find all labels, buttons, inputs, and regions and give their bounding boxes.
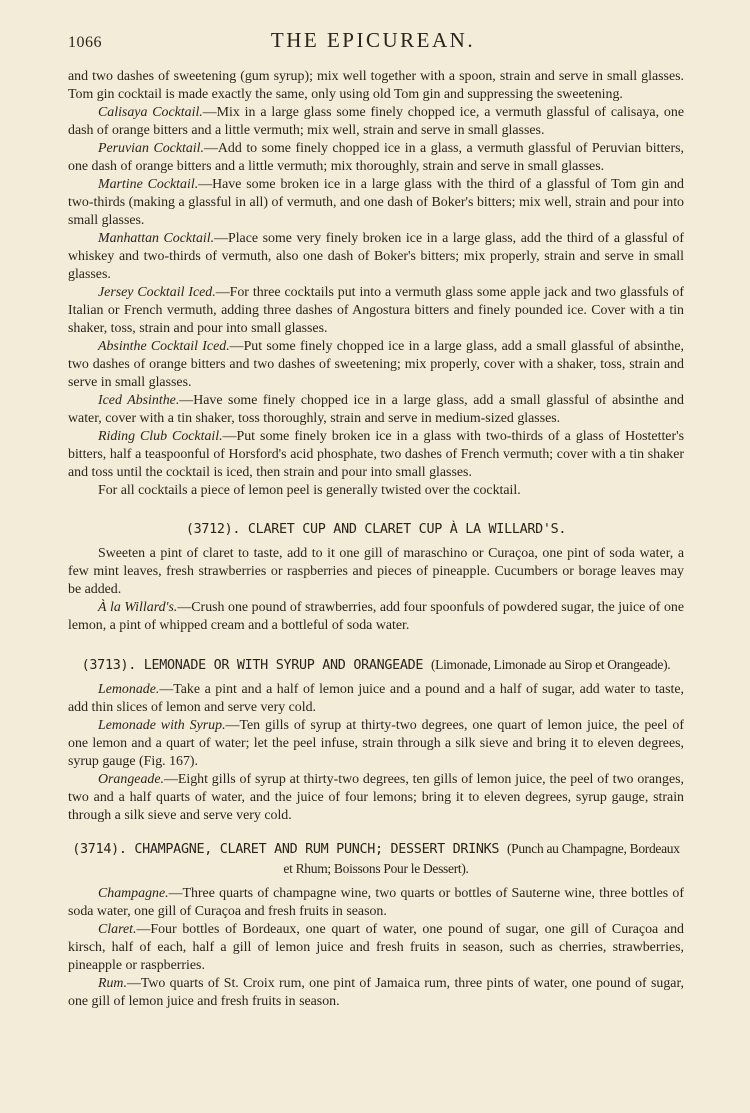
recipe-name: Manhattan Cocktail.	[98, 231, 215, 246]
recipe-text: —For three cocktails put into a vermuth glass some apple jack and two glassfuls of Italian or French vermuth, adding three dashes of Angostura bitters and finely pounded ice. Cover with a tin shaker, toss, strain and pour into small glasses.	[68, 285, 684, 336]
claret-variant-paragraph	[68, 599, 684, 635]
claret-body: Sweeten a pint of claret to taste, add to it one gill of maraschino or Curaçoa, one pint of soda water, a few mint leaves, fresh strawberries or raspberries and pieces of pineapple. Cucumbers or borage leaves may be added.	[68, 546, 684, 597]
recipe-text: —Three quarts of champagne wine, two quarts or bottles of Sauterne wine, three bottles of soda water, one gill of Curaçoa and fresh fruits in season.	[68, 886, 684, 919]
recipe-name: Iced Absinthe.	[98, 393, 180, 408]
recipe-name: Rum.	[98, 976, 127, 991]
recipe-name: Lemonade.	[98, 682, 160, 697]
page-number: 1066	[68, 34, 102, 51]
recipe-name: Riding Club Cocktail.	[98, 429, 223, 444]
recipe-text: —Add to some finely chopped ice in a glass, a vermuth glassful of Peruvian bitters, one dash of orange bitters and a little vermuth; mix thoroughly, strain and serve in small glasses.	[68, 141, 684, 174]
section-punch	[68, 839, 684, 1011]
recipe-text: —Have some finely chopped ice in a large glass, add a small glassful of absinthe and water, cover with a tin shaker, toss thoroughly, strain and serve in medium-sized glasses.	[68, 393, 684, 426]
recipe-text: —Eight gills of syrup at thirty-two degrees, ten gills of lemon juice, the peel of two oranges, two and a half quarts of water, and the juice of four lemons; bring it to eleven degrees, syrup gauge, strain through a silk sieve and serve very cold.	[68, 772, 684, 823]
recipe-text: —Put some finely broken ice in a glass with two-thirds of a glass of Hostetter's bitters, half a teaspoonful of Horsford's acid phosphate, two dashes of French vermuth; cover with a tin shaker and toss until the cocktail is iced, then strain and pour into small glasses.	[68, 429, 685, 480]
running-title: THE EPICUREAN.	[270, 28, 476, 52]
cocktail-paragraph	[68, 176, 684, 230]
recipe-text: —Two quarts of St. Croix rum, one pint of Jamaica rum, three pints of water, one pound of sugar, one gill of lemon juice and fresh fruits in season.	[68, 976, 684, 1009]
heading-main: (3714). CHAMPAGNE, CLARET AND RUM PUNCH; DESSERT DRINKS	[72, 842, 500, 857]
recipe-name: Lemonade with Syrup.	[98, 718, 226, 733]
cocktail-paragraph	[68, 338, 684, 392]
recipe-text: —Ten gills of syrup at thirty-two degrees, one quart of lemon juice, the peel of one lemon and a quart of water; let the peel infuse, strain through a silk sieve and bring it to eleven degrees, syrup gauge (Fig. 167).	[68, 718, 684, 769]
recipe-text: —Put some finely chopped ice in a large glass, add a small glassful of absinthe, two dashes of orange bitters and two dashes of sweetening; mix properly, cover with a shaker, toss, strain and serve in small glasses.	[68, 339, 684, 390]
cocktail-list	[68, 104, 684, 500]
cocktails-note: For all cocktails a piece of lemon peel is generally twisted over the cocktail.	[98, 483, 521, 498]
lemonade-paragraph	[68, 771, 684, 825]
punch-paragraph	[68, 885, 684, 921]
recipe-text: —Four bottles of Bordeaux, one quart of water, one pound of sugar, one gill of Curaçoa and kirsch, half of each, half a gill of lemon juice and fresh fruits in season, such as cherries, strawberries, pineapple or raspberries.	[68, 922, 684, 973]
section-lemonade	[68, 655, 684, 825]
lemonade-paragraph	[68, 717, 684, 771]
recipe-name: Orangeade.	[98, 772, 164, 787]
recipe-text: —Have some broken ice in a large glass with the third of a glassful of Tom gin and two-thirds (making a glassful in all) of vermuth, and one dash of Boker's bitters; mix well, strain and pour into small glasses.	[68, 177, 684, 228]
punch-paragraph	[68, 921, 684, 975]
recipe-name: Calisaya Cocktail.	[98, 105, 203, 120]
recipe-name: Claret.	[98, 922, 137, 937]
cocktail-paragraph	[68, 140, 684, 176]
recipe-name: À la Willard's.	[98, 600, 178, 615]
intro-paragraph: and two dashes of sweetening (gum syrup); mix well together with a spoon, strain and serve in small glasses. Tom gin cocktail is made exactly the same, only using old Tom gin and suppressing the sweetening.	[68, 69, 684, 102]
section-heading: (3712). CLARET CUP AND CLARET CUP À LA WILLARD'S.	[185, 522, 567, 537]
recipe-name: Champagne.	[98, 886, 169, 901]
heading-subtitle: (Limonade, Limonade au Sirop et Orangeade).	[430, 657, 671, 672]
page-header	[68, 28, 684, 68]
recipe-name: Martine Cocktail.	[98, 177, 199, 192]
section-heading	[68, 839, 684, 879]
lemonade-paragraph	[68, 681, 684, 717]
cocktail-paragraph	[68, 392, 684, 428]
cocktail-paragraph	[68, 104, 684, 140]
recipe-text: —Place some very finely broken ice in a large glass, add the third of a glassful of whiskey and two-thirds of vermuth, also one dash of Boker's bitters; mix properly, strain and serve in small glasses.	[68, 231, 684, 282]
recipe-name: Peruvian Cocktail.	[98, 141, 204, 156]
heading-subtitle: (Punch au Champagne, Bordeaux et Rhum; Boissons Pour le Dessert).	[283, 841, 680, 876]
recipe-text: —Crush one pound of strawberries, add four spoonfuls of powdered sugar, the juice of one lemon, a pint of whipped cream and a bottleful of soda water.	[68, 600, 685, 633]
section-heading	[68, 655, 684, 675]
recipe-name: Jersey Cocktail Iced.	[98, 285, 216, 300]
heading-main: (3713). LEMONADE OR WITH SYRUP AND ORANGEADE	[81, 658, 424, 673]
punch-paragraph	[68, 975, 684, 1011]
recipe-text: —Mix in a large glass some finely chopped ice, a vermuth glassful of calisaya, one dash of orange bitters and a little vermuth; mix well, strain and serve in small glasses.	[68, 105, 684, 138]
cocktail-paragraph	[68, 428, 684, 482]
cocktail-paragraph	[68, 230, 684, 284]
recipe-text: —Take a pint and a half of lemon juice and a pound and a half of sugar, add water to taste, add thin slices of lemon and serve very cold.	[68, 682, 684, 715]
recipe-name: Absinthe Cocktail Iced.	[98, 339, 230, 354]
cocktail-paragraph	[68, 284, 684, 338]
section-claret-cup	[68, 520, 684, 635]
